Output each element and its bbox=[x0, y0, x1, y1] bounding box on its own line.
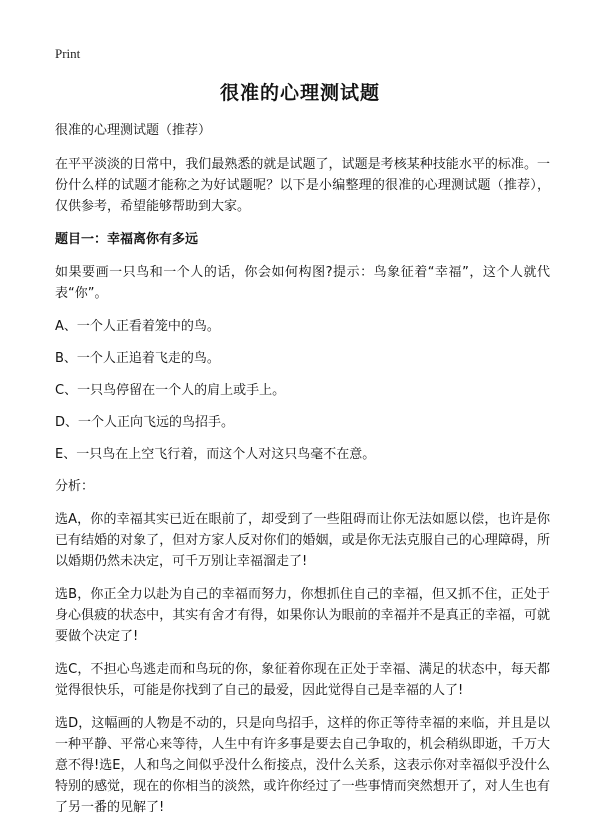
analysis-c: 选C，不担心鸟逃走而和鸟玩的你，象征着你现在正处于幸福、满足的状态中，每天都觉得很快乐，可能是你找到了自己的最爱，因此觉得自己是幸福的人了! bbox=[55, 662, 550, 698]
option-d: D、一个人正向飞远的鸟招手。 bbox=[55, 415, 235, 430]
page-title: 很准的心理测试题 bbox=[219, 82, 380, 104]
analysis-d-e: 选D，这幅画的人物是不动的，只是向鸟招手，这样的你正等待幸福的来临，并且是以一种平静、平常心来等待，人生中有许多事是要去自己争取的，机会稍纵即逝，千万大意不得!选E，人和鸟之间似乎没什么衔接点，没什么关系，这表示你对幸福似乎没什么特别的感觉，现在的你相当的淡然，或许你经过了一些事情而突然想开了，对人生也有了另一番的见解了! bbox=[55, 716, 550, 815]
section-heading: 题目一：幸福离你有多远 bbox=[55, 232, 199, 247]
analysis-label: 分析： bbox=[55, 479, 95, 494]
article-subtitle: 很准的心理测试题（推荐） bbox=[55, 123, 212, 138]
intro-paragraph: 在平平淡淡的日常中，我们最熟悉的就是试题了，试题是考核某种技能水平的标准。一份什么样的试题才能称之为好试题呢？以下是小编整理的很准的心理测试题（推荐），仅供参考，希望能够帮助到大家。 bbox=[55, 157, 550, 214]
analysis-a: 选A，你的幸福其实已近在眼前了，却受到了一些阻碍而让你无法如愿以偿，也许是你已有结婚的对象了，但对方家人反对你们的婚姻，或是你无法克服自己的心理障碍，所以婚期仍然未决定，可千万别让幸福溜走了! bbox=[55, 512, 550, 569]
question-text: 如果要画一只鸟和一个人的话，你会如何构图?提示：鸟象征着“幸福”，这个人就代表“你”。 bbox=[55, 265, 550, 301]
option-c: C、一只鸟停留在一个人的肩上或手上。 bbox=[55, 383, 286, 398]
option-b: B、一个人正追着飞走的鸟。 bbox=[55, 351, 220, 366]
analysis-b: 选B，你正全力以赴为自己的幸福而努力，你想抓住自己的幸福，但又抓不住，正处于身心俱疲的状态中，其实有舍才有得，如果你认为眼前的幸福并不是真正的幸福，可就要做个决定了! bbox=[55, 587, 550, 644]
print-link[interactable]: Print bbox=[55, 46, 81, 61]
option-e: E、一只鸟在上空飞行着，而这个人对这只鸟毫不在意。 bbox=[55, 447, 376, 462]
option-a: A、一个人正看着笼中的鸟。 bbox=[55, 319, 220, 334]
article-body bbox=[55, 120, 550, 830]
